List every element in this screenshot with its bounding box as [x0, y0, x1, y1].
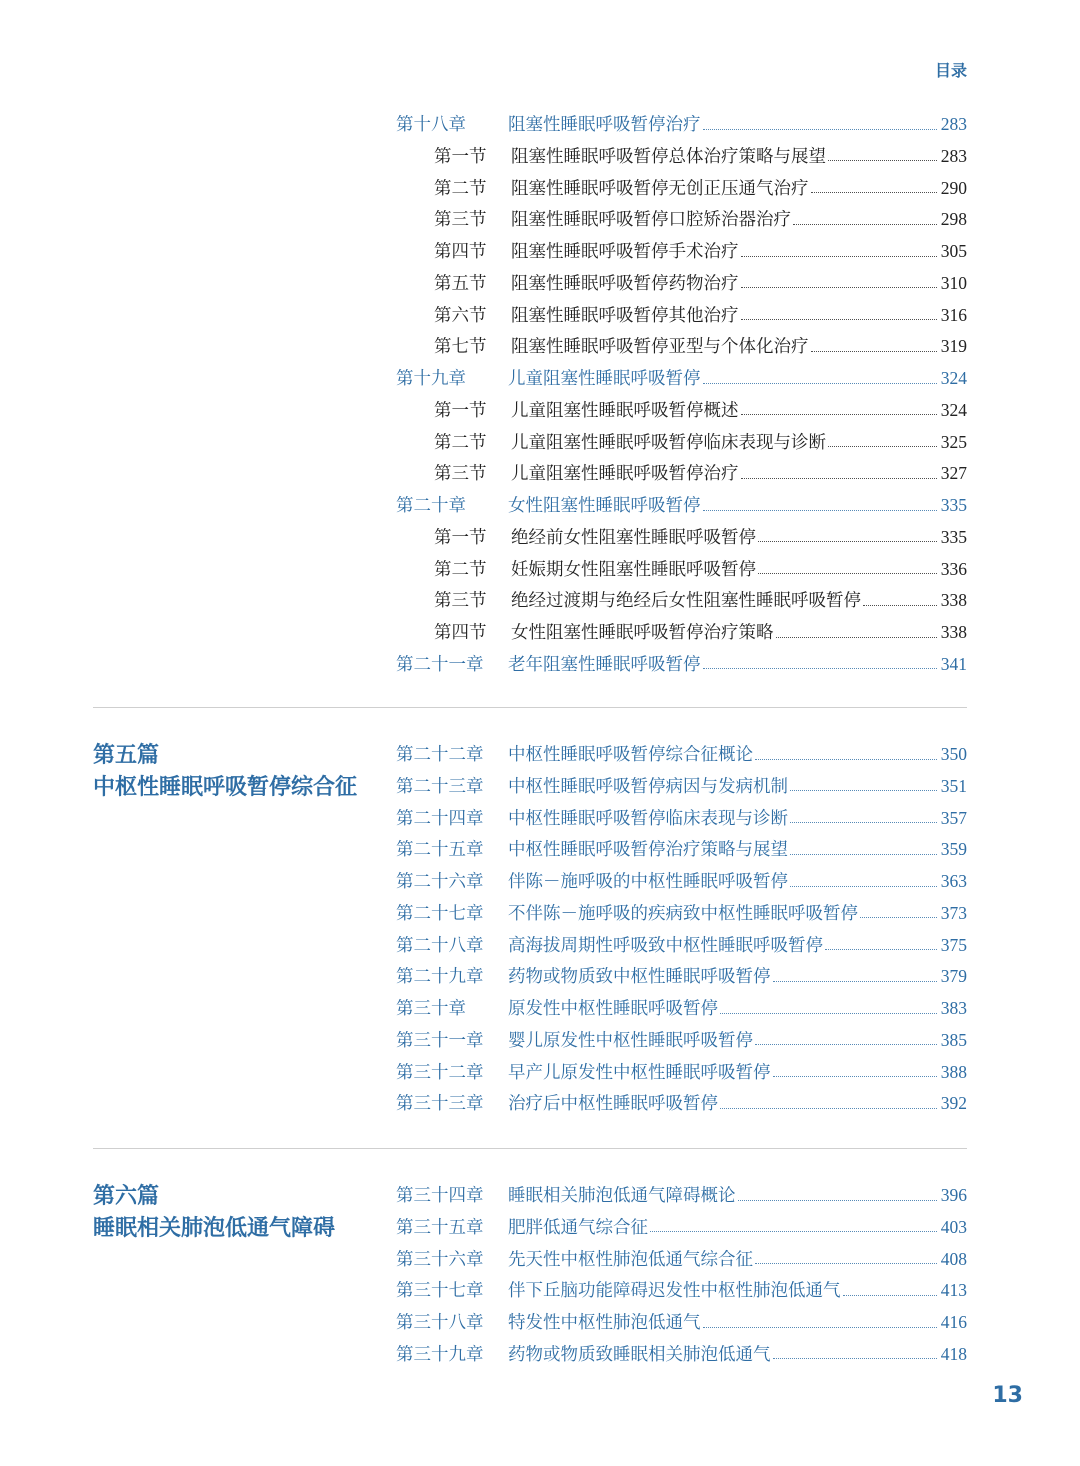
entry-page-number: 396 [940, 1185, 967, 1205]
toc-chapter-entry[interactable] [396, 648, 967, 680]
dot-leader [741, 414, 937, 415]
entry-page-number: 319 [940, 336, 967, 357]
entry-title: 肥胖低通气综合征 [508, 1217, 648, 1238]
entry-number: 第二十五章 [396, 840, 484, 861]
entry-title: 儿童阻塞性睡眠呼吸暂停概述 [511, 400, 739, 421]
entry-page-number: 327 [940, 463, 967, 484]
toc-chapter-entry[interactable] [396, 1243, 967, 1275]
entry-title: 中枢性睡眠呼吸暂停治疗策略与展望 [508, 840, 788, 861]
entry-number: 第十八章 [396, 115, 466, 135]
entry-number: 第三节 [434, 210, 487, 231]
entry-number: 第二十四章 [396, 808, 484, 829]
entry-title: 伴下丘脑功能障碍迟发性中枢性肺泡低通气 [508, 1281, 841, 1302]
entry-number: 第三十九章 [396, 1344, 484, 1365]
entry-page-number: 357 [940, 807, 967, 828]
entry-page-number: 392 [940, 1093, 967, 1114]
dot-leader [755, 1263, 937, 1264]
toc-chapter-entry[interactable] [396, 1338, 967, 1370]
dot-leader [790, 854, 937, 855]
toc-chapter-entry[interactable] [396, 992, 967, 1024]
entry-number: 第三十四章 [396, 1186, 484, 1206]
entry-title: 药物或物质致中枢性睡眠呼吸暂停 [508, 967, 771, 988]
entry-title: 伴陈－施呼吸的中枢性睡眠呼吸暂停 [508, 872, 788, 892]
section-header: 目录 [934, 61, 967, 80]
toc-chapter-entry[interactable] [396, 1056, 967, 1088]
entry-title: 妊娠期女性阻塞性睡眠呼吸暂停 [511, 559, 756, 580]
toc-section-entry[interactable] [434, 457, 967, 489]
entry-number: 第二十七章 [396, 903, 484, 924]
entry-page-number: 351 [940, 775, 967, 796]
entry-title: 先天性中枢性肺泡低通气综合征 [508, 1249, 753, 1270]
entry-title: 高海拔周期性呼吸致中枢性睡眠呼吸暂停 [508, 935, 823, 956]
toc-chapter-entry[interactable] [396, 1274, 967, 1306]
entry-number: 第二十二章 [396, 745, 484, 765]
dot-leader [790, 822, 937, 823]
entry-number: 第六节 [434, 305, 487, 326]
entry-page-number: 341 [940, 653, 967, 674]
entry-title: 儿童阻塞性睡眠呼吸暂停治疗 [511, 464, 739, 485]
entry-number: 第三十一章 [396, 1030, 484, 1051]
toc-chapter-entry[interactable] [396, 929, 967, 961]
entry-title: 阻塞性睡眠呼吸暂停治疗 [508, 115, 701, 135]
dot-leader [720, 1108, 937, 1109]
entry-page-number: 338 [940, 590, 967, 611]
entry-page-number: 325 [940, 431, 967, 452]
entry-number: 第四节 [434, 242, 487, 262]
entry-title: 阻塞性睡眠呼吸暂停手术治疗 [511, 242, 739, 262]
entry-title: 儿童阻塞性睡眠呼吸暂停 [508, 369, 701, 389]
entry-page-number: 336 [940, 558, 967, 579]
entry-number: 第三十三章 [396, 1094, 484, 1115]
entry-title: 治疗后中枢性睡眠呼吸暂停 [508, 1094, 718, 1115]
entry-title: 早产儿原发性中枢性睡眠呼吸暂停 [508, 1062, 771, 1083]
entry-page-number: 283 [940, 145, 967, 166]
toc-chapter-entry[interactable] [396, 960, 967, 992]
toc-chapter-entry[interactable] [396, 802, 967, 834]
dot-leader [860, 917, 937, 918]
page-number: 13 [992, 1383, 1023, 1408]
part-label: 第六篇 [93, 1183, 160, 1209]
part-title: 睡眠相关肺泡低通气障碍 [93, 1215, 336, 1241]
entry-number: 第二十章 [396, 496, 466, 516]
entry-page-number: 363 [940, 871, 967, 891]
entry-number: 第三十七章 [396, 1281, 484, 1302]
entry-page-number: 383 [940, 998, 967, 1018]
entry-page-number: 324 [940, 368, 967, 388]
dot-leader [755, 759, 937, 760]
entry-number: 第三十五章 [396, 1217, 484, 1238]
entry-title: 绝经前女性阻塞性睡眠呼吸暂停 [511, 527, 756, 548]
toc-chapter-entry[interactable] [396, 108, 967, 140]
toc-section-entry[interactable] [434, 330, 967, 362]
dot-leader [741, 256, 937, 257]
entry-number: 第二十三章 [396, 776, 484, 797]
toc-section-entry[interactable] [434, 235, 967, 267]
toc-section-entry[interactable] [434, 394, 967, 426]
dot-leader [741, 287, 937, 288]
toc-chapter-entry[interactable] [396, 1179, 967, 1211]
entry-page-number: 298 [940, 209, 967, 230]
toc-section-entry[interactable] [434, 426, 967, 458]
entry-title: 婴儿原发性中枢性睡眠呼吸暂停 [508, 1030, 753, 1051]
toc-section-entry[interactable] [434, 267, 967, 299]
dot-leader [703, 1327, 937, 1328]
entry-page-number: 305 [940, 241, 967, 261]
toc-chapter-entry[interactable] [396, 738, 967, 770]
dot-leader [703, 383, 937, 384]
entry-number: 第一节 [434, 400, 487, 421]
dot-leader [650, 1231, 937, 1232]
section-divider [93, 1148, 967, 1149]
dot-leader [790, 886, 937, 887]
entry-number: 第三节 [434, 591, 487, 612]
dot-leader [790, 790, 937, 791]
entry-page-number: 408 [940, 1248, 967, 1269]
dot-leader [703, 668, 937, 669]
toc-section-entry[interactable] [434, 140, 967, 172]
dot-leader [843, 1295, 937, 1296]
dot-leader [758, 541, 937, 542]
entry-page-number: 388 [940, 1061, 967, 1082]
toc-section-entry[interactable] [434, 553, 967, 585]
toc-section-entry[interactable] [434, 172, 967, 204]
entry-number: 第一节 [434, 527, 487, 548]
entry-title: 中枢性睡眠呼吸暂停病因与发病机制 [508, 776, 788, 797]
entry-number: 第三十六章 [396, 1249, 484, 1270]
entry-number: 第二节 [434, 178, 487, 199]
entry-number: 第二节 [434, 432, 487, 453]
entry-number: 第三十二章 [396, 1062, 484, 1083]
dot-leader [828, 446, 937, 447]
entry-title: 儿童阻塞性睡眠呼吸暂停临床表现与诊断 [511, 432, 826, 453]
entry-title: 阻塞性睡眠呼吸暂停总体治疗策略与展望 [511, 146, 826, 167]
dot-leader [720, 1013, 937, 1014]
entry-number: 第二十六章 [396, 872, 484, 892]
entry-page-number: 335 [940, 495, 967, 515]
entry-number: 第四节 [434, 623, 487, 643]
dot-leader [773, 1358, 937, 1359]
part-label: 第五篇 [93, 742, 160, 768]
entry-page-number: 375 [940, 934, 967, 955]
entry-title: 不伴陈－施呼吸的疾病致中枢性睡眠呼吸暂停 [508, 903, 858, 924]
entry-number: 第三节 [434, 464, 487, 485]
toc-section-entry[interactable] [434, 584, 967, 616]
entry-title: 特发性中枢性肺泡低通气 [508, 1313, 701, 1333]
dot-leader [811, 351, 937, 352]
entry-page-number: 310 [940, 272, 967, 293]
toc-chapter-entry[interactable] [396, 1211, 967, 1243]
dot-leader [825, 949, 937, 950]
toc-chapter-entry[interactable] [396, 1024, 967, 1056]
dot-leader [776, 637, 937, 638]
entry-title: 女性阻塞性睡眠呼吸暂停 [508, 496, 701, 516]
toc-chapter-entry[interactable] [396, 865, 967, 897]
entry-number: 第二十八章 [396, 935, 484, 956]
toc-chapter-entry[interactable] [396, 489, 967, 521]
entry-page-number: 290 [940, 177, 967, 198]
entry-title: 阻塞性睡眠呼吸暂停口腔矫治器治疗 [511, 210, 791, 231]
dot-leader [741, 478, 937, 479]
dot-leader [793, 224, 937, 225]
entry-page-number: 283 [940, 114, 967, 134]
dot-leader [773, 981, 937, 982]
part-title: 中枢性睡眠呼吸暂停综合征 [93, 774, 358, 800]
toc-chapter-entry[interactable] [396, 1087, 967, 1119]
dot-leader [738, 1200, 937, 1201]
dot-leader [863, 605, 937, 606]
toc-chapter-entry[interactable] [396, 833, 967, 865]
entry-page-number: 418 [940, 1343, 967, 1364]
entry-number: 第三十章 [396, 999, 466, 1019]
entry-number: 第三十八章 [396, 1313, 484, 1333]
entry-page-number: 316 [940, 304, 967, 325]
entry-title: 阻塞性睡眠呼吸暂停亚型与个体化治疗 [511, 337, 809, 358]
entry-title: 中枢性睡眠呼吸暂停综合征概论 [508, 745, 753, 765]
entry-page-number: 413 [940, 1280, 967, 1301]
entry-title: 阻塞性睡眠呼吸暂停其他治疗 [511, 305, 739, 326]
toc-chapter-entry[interactable] [396, 362, 967, 394]
entry-title: 阻塞性睡眠呼吸暂停无创正压通气治疗 [511, 178, 809, 199]
toc-section-entry[interactable] [434, 203, 967, 235]
entry-number: 第一节 [434, 146, 487, 167]
entry-title: 阻塞性睡眠呼吸暂停药物治疗 [511, 273, 739, 294]
dot-leader [828, 160, 937, 161]
entry-title: 绝经过渡期与绝经后女性阻塞性睡眠呼吸暂停 [511, 591, 861, 612]
entry-title: 原发性中枢性睡眠呼吸暂停 [508, 999, 718, 1019]
entry-title: 药物或物质致睡眠相关肺泡低通气 [508, 1344, 771, 1365]
dot-leader [741, 319, 937, 320]
dot-leader [755, 1044, 937, 1045]
entry-page-number: 373 [940, 902, 967, 923]
entry-number: 第五节 [434, 273, 487, 294]
toc-section-entry[interactable] [434, 616, 967, 648]
section-divider [93, 707, 967, 708]
entry-page-number: 338 [940, 622, 967, 642]
entry-title: 睡眠相关肺泡低通气障碍概论 [508, 1186, 736, 1206]
dot-leader [773, 1076, 937, 1077]
entry-page-number: 359 [940, 839, 967, 860]
entry-page-number: 416 [940, 1312, 967, 1332]
dot-leader [758, 573, 937, 574]
toc-chapter-entry[interactable] [396, 770, 967, 802]
entry-page-number: 335 [940, 526, 967, 547]
entry-number: 第二节 [434, 559, 487, 580]
toc-section-entry[interactable] [434, 299, 967, 331]
entry-title: 女性阻塞性睡眠呼吸暂停治疗策略 [511, 623, 774, 643]
entry-page-number: 379 [940, 966, 967, 987]
toc-chapter-entry[interactable] [396, 1306, 967, 1338]
entry-number: 第七节 [434, 337, 487, 358]
entry-page-number: 350 [940, 744, 967, 764]
dot-leader [811, 192, 937, 193]
entry-page-number: 385 [940, 1029, 967, 1050]
entry-title: 中枢性睡眠呼吸暂停临床表现与诊断 [508, 808, 788, 829]
entry-title: 老年阻塞性睡眠呼吸暂停 [508, 654, 701, 675]
entry-number: 第二十一章 [396, 654, 484, 675]
entry-number: 第二十九章 [396, 967, 484, 988]
toc-section-entry[interactable] [434, 521, 967, 553]
entry-page-number: 324 [940, 399, 967, 420]
entry-page-number: 403 [940, 1216, 967, 1237]
dot-leader [703, 510, 937, 511]
toc-chapter-entry[interactable] [396, 897, 967, 929]
dot-leader [703, 129, 937, 130]
entry-number: 第十九章 [396, 369, 466, 389]
